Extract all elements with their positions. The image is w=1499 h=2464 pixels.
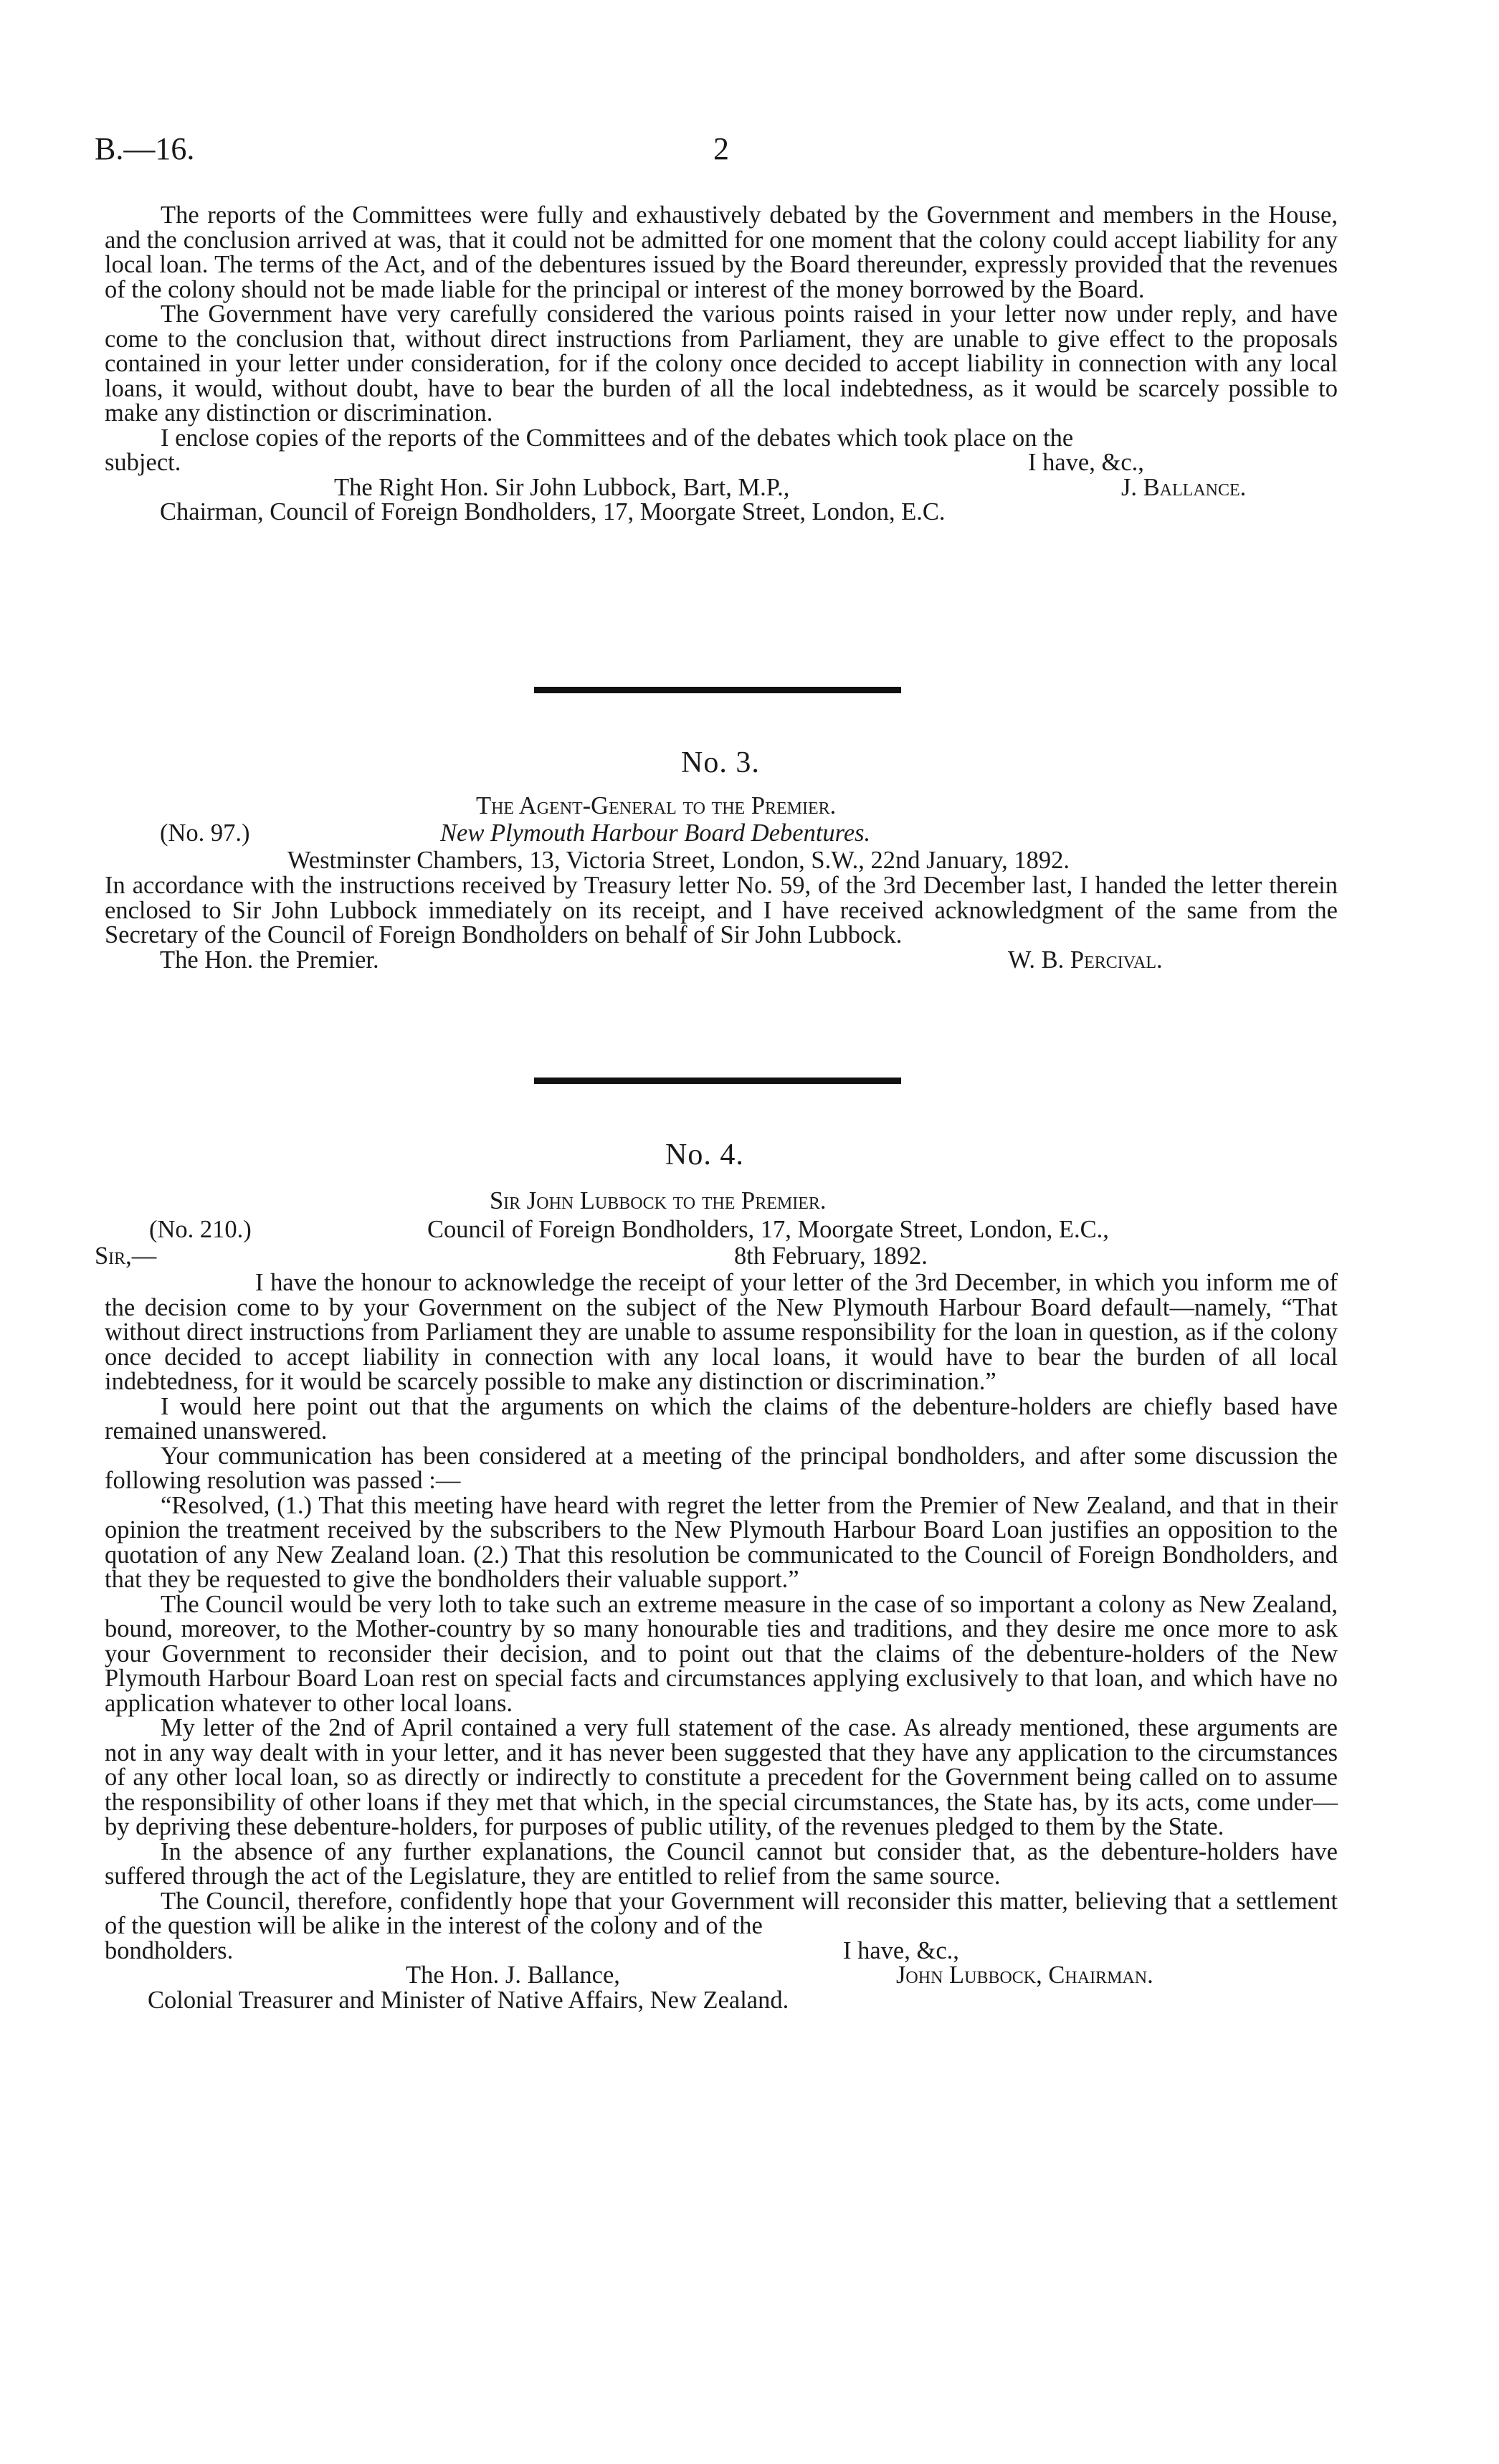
paragraph: In accordance with the instructions received by Treasury letter No. 59, of the 3rd December last, I handed the letter therein enclosed to Sir John Lubbock immediately on its receipt, and I have received acknowledgment of the same from the Secretary of the Council of Foreign Bondholders on behalf of Sir John Lubbock. — [105, 872, 1338, 948]
letter-ref: (No. 97.) — [160, 819, 250, 847]
paragraph: The Government have very carefully considered the various points raised in your letter now under reply, and have come to the conclusion that, without direct instructions from Parliament, they are unable to give effect to the proposals contained in your letter under consideration, for if the colony once decided to accept liability in connection with any local loans, it would, without doubt, have to bear the burden of all the local indebtedness, as it would be scarcely possible to make any distinction or discrimination. — [105, 300, 1338, 427]
page-number: 2 — [713, 131, 729, 166]
address-row — [105, 500, 1338, 525]
dateline: Council of Foreign Bondholders, 17, Moorgate Street, London, E.C., — [427, 1216, 1109, 1243]
letter-number: No. 3. — [681, 746, 760, 779]
signature: J. Ballance. — [1121, 473, 1247, 501]
address-row — [105, 1988, 1338, 2013]
letter-number: No. 4. — [665, 1138, 744, 1171]
letter-heading: The Agent-General to the Premier. — [476, 792, 837, 819]
section-divider — [534, 687, 901, 693]
addressee: The Right Hon. Sir John Lubbock, Bart, M.P., — [334, 473, 790, 501]
letter-4-body — [105, 1270, 1338, 2012]
paragraph: In the absence of any further explanations, the Council cannot but consider that, as the debenture-holders have suffered through the act of the Legislature, they are entitled to relief from the same source. — [105, 1837, 1338, 1890]
paragraph-end: subject. — [105, 449, 181, 476]
dateline-date: 8th February, 1892. — [734, 1242, 928, 1270]
dateline: Westminster Chambers, 13, Victoria Street, London, S.W., 22nd January, 1892. — [287, 847, 1070, 874]
paragraph: My letter of the 2nd of April contained a very full statement of the case. As already mentioned, these arguments are not in any way dealt with in your letter, and it has never been suggested that they have any application to the circumstances of any other local loan, so as directly or indirectly to constitute a precedent for the Government being called on to assume the responsibility of other loans if they met that which, in the special circumstances, the State has, by its acts, come under—by depriving these debenture-holders, for purposes of public utility, of the revenues pledged to them by the State. — [105, 1714, 1338, 1840]
addressee: The Hon. the Premier. — [160, 946, 379, 974]
paragraph: Your communication has been considered at a meeting of the principal bondholders, and after some discussion the following resolution was passed :— — [105, 1442, 1338, 1494]
paragraph: “Resolved, (1.) That this meeting have heard with regret the letter from the Premier of New Zealand, and that in their opinion the treatment received by the subscribers to the New Plymouth Harbour Board Loan justifies an opposition to the quotation of any New Zealand loan. (2.) That this resolution be communicated to the Council of Foreign Bondholders, and that they be requested to give the bondholders their valuable support.” — [105, 1491, 1338, 1593]
section-divider — [534, 1078, 901, 1084]
signature-row — [105, 1963, 1338, 1988]
paragraph-end: bondholders. — [105, 1936, 234, 1964]
address-line: Chairman, Council of Foreign Bondholders, 17, Moorgate Street, London, E.C. — [160, 498, 946, 525]
letter-3-body — [105, 873, 1338, 972]
paragraph: The Council, therefore, confidently hope that your Government will reconsider this matter, believing that a settlement of the question will be alike in the interest of the colony and of the — [105, 1887, 1338, 1939]
paragraph: I would here point out that the arguments on which the claims of the debenture-holders are chiefly based have remained unanswered. — [105, 1392, 1338, 1445]
letter-subject: New Plymouth Harbour Board Debentures. — [440, 819, 871, 847]
signature: W. B. Percival. — [1008, 946, 1163, 974]
closing: I have, &c., — [843, 1936, 959, 1964]
addressee: The Hon. J. Ballance, — [406, 1961, 620, 1989]
closing-row — [105, 1936, 1338, 1964]
letter-2-continuation — [105, 203, 1338, 525]
letter-ref: (No. 210.) — [149, 1216, 252, 1243]
signature-row — [105, 948, 1338, 973]
paragraph: The Council would be very loth to take such an extreme measure in the case of so important a colony as New Zealand, bound, moreover, to the Mother-country by so many honourable ties and traditions, and they desire me once more to ask your Government to reconsider their decision, and to point out that the claims of the debenture-holders of the New Plymouth Harbour Board Loan rest on special facts and circumstances applying exclusively to that loan, and which have no application whatever to other local loans. — [105, 1590, 1338, 1717]
signature-row — [105, 475, 1338, 500]
salutation: Sir,— — [95, 1242, 157, 1270]
address-line: Colonial Treasurer and Minister of Native Affairs, New Zealand. — [148, 1986, 789, 2014]
signature: John Lubbock, Chairman. — [896, 1961, 1153, 1989]
closing-row — [105, 450, 1338, 475]
letter-heading: Sir John Lubbock to the Premier. — [490, 1187, 827, 1214]
paragraph: The reports of the Committees were fully and exhaustively debated by the Government and members in the House, and the conclusion arrived at was, that it could not be admitted for one moment that the colony could accept liability for any local loan. The terms of the Act, and of the debentures issued by the Board thereunder, expressly provided that the revenues of the colony should not be made liable for the principal or interest of the money borrowed by the Board. — [105, 201, 1338, 303]
closing: I have, &c., — [1028, 449, 1144, 476]
paper-code: B.—16. — [95, 131, 195, 166]
paragraph: I enclose copies of the reports of the Committees and of the debates which took place on the — [161, 424, 1074, 452]
paragraph: I have the honour to acknowledge the receipt of your letter of the 3rd December, in which you inform me of the decision come to by your Government on the subject of the New Plymouth Harbour Board default—namely, “That without direct instructions from Parliament they are unable to assume responsibility for the loan in question, as if the colony once decided to accept liability in connection with any local loans, it would have to bear the burden of all local indebtedness, for it would be scarcely possible to make any distinction or discrimination.” — [105, 1269, 1338, 1395]
